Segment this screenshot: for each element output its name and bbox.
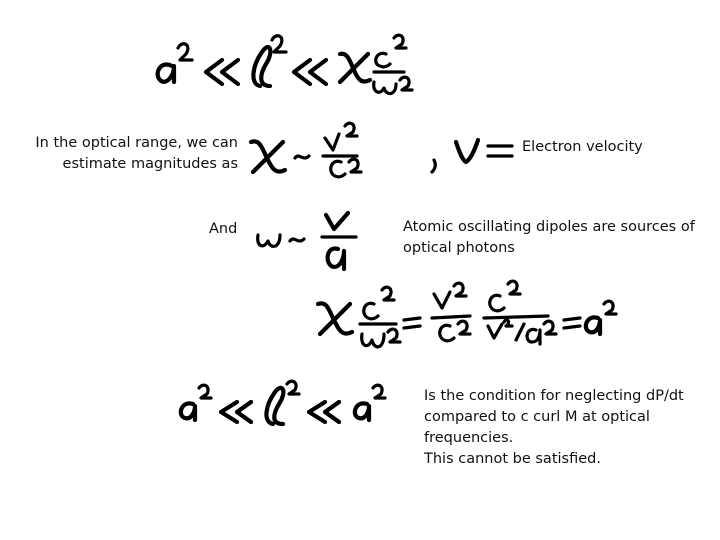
equation-omega-estimate <box>252 205 362 275</box>
equation-chi-estimate <box>245 122 380 192</box>
optical-caption-line-2: estimate magnitudes as <box>62 156 238 172</box>
equation-velocity-symbol <box>428 132 518 177</box>
equation-inequality-2 <box>175 378 400 438</box>
electron-velocity-label: Electron velocity <box>522 139 643 155</box>
condition-caption <box>424 386 684 470</box>
equation-substitution <box>312 282 622 367</box>
optical-caption-line-1: In the optical range, we can <box>35 135 238 151</box>
and-label: And <box>209 221 238 237</box>
atomic-caption-line-2: optical photons <box>403 240 515 256</box>
condition-caption-line-4: This cannot be satisfied. <box>424 451 601 467</box>
condition-caption-line-3: frequencies. <box>424 430 514 446</box>
condition-caption-line-2: compared to c curl M at optical <box>424 409 650 425</box>
equation-inequality-1 <box>150 30 420 105</box>
optical-range-caption <box>20 133 238 175</box>
atomic-dipoles-caption <box>403 217 695 259</box>
condition-caption-line-1: Is the condition for neglecting dP/dt <box>424 388 684 404</box>
atomic-caption-line-1: Atomic oscillating dipoles are sources of <box>403 219 695 235</box>
